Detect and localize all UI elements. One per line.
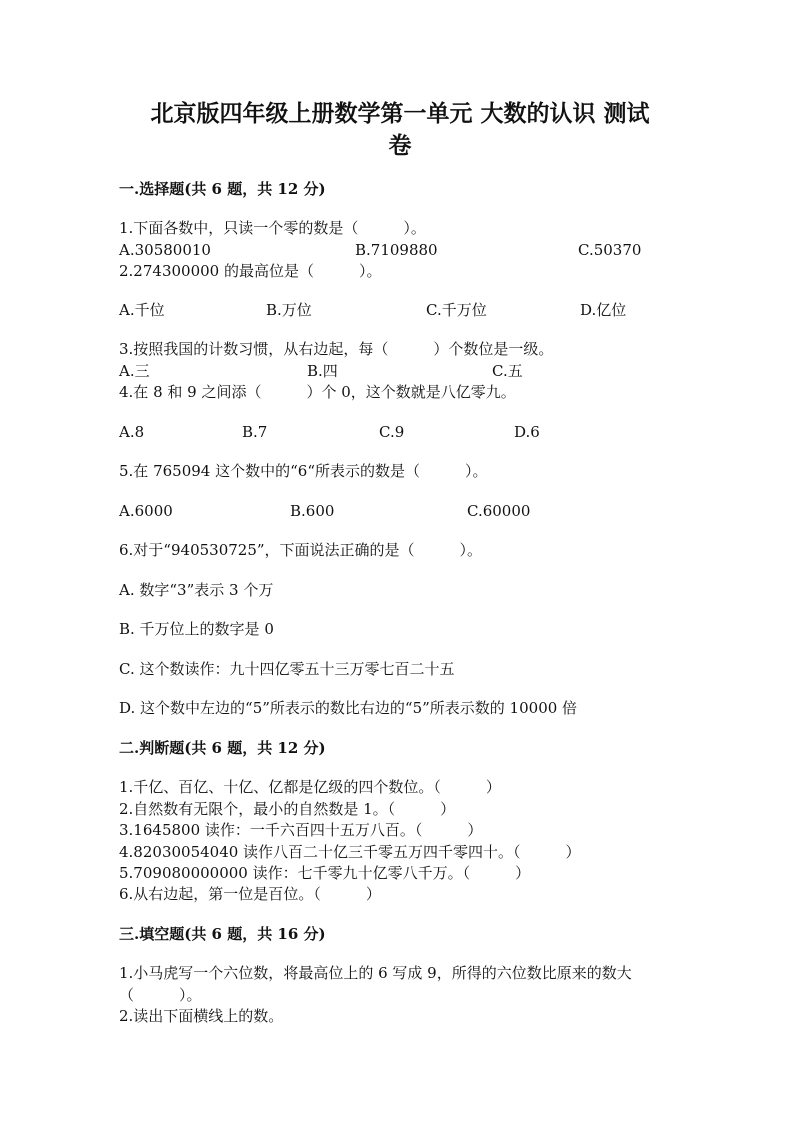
s1-q2-option-c: C.千万位	[426, 301, 487, 319]
s2-item-6: 6.从右边起，第一位是百位。（ ）	[119, 885, 381, 903]
section2-heading: 二.判断题(共 6 题，共 12 分)	[119, 739, 326, 757]
s1-q4-option-a: A.8	[119, 423, 145, 441]
s1-q6-option-a: A. 数字“3”表示 3 个万	[119, 581, 274, 599]
section1-heading: 一.选择题(共 6 题，共 12 分)	[119, 180, 326, 198]
s1-q3-option-c: C.五	[492, 362, 523, 380]
s1-q4-option-c: C.9	[379, 423, 405, 441]
s2-item-2: 2.自然数有无限个，最小的自然数是 1。（ ）	[119, 800, 456, 818]
s1-q4-stem: 4.在 8 和 9 之间添（ ）个 0，这个数就是八亿零九。	[119, 383, 516, 401]
s2-item-3: 3.1645800 读作：一千六百四十五万八百。（ ）	[119, 821, 483, 839]
page-title-line2: 卷	[388, 132, 412, 159]
page-title-line1: 北京版四年级上册数学第一单元 大数的认识 测试	[150, 100, 650, 127]
s2-item-1: 1.千亿、百亿、十亿、亿都是亿级的四个数位。（ ）	[119, 778, 501, 796]
s1-q3-option-a: A.三	[119, 362, 150, 380]
s1-q5-option-a: A.6000	[119, 502, 173, 520]
s1-q5-option-b: B.600	[290, 502, 335, 520]
s3-q1-line1: 1.小马虎写一个六位数，将最高位上的 6 写成 9，所得的六位数比原来的数大	[119, 964, 632, 982]
s1-q1-stem: 1.下面各数中，只读一个零的数是（ ）。	[119, 219, 426, 237]
s1-q4-option-d: D.6	[514, 423, 540, 441]
section3-heading: 三.填空题(共 6 题，共 16 分)	[119, 925, 326, 943]
s1-q3-option-b: B.四	[307, 362, 338, 380]
s2-item-4: 4.82030054040 读作八百二十亿三千零五万四千零四十。（ ）	[119, 843, 581, 861]
s1-q5-stem: 5.在 765094 这个数中的“6“所表示的数是（ ）。	[119, 462, 488, 480]
s1-q3-stem: 3.按照我国的计数习惯，从右边起，每（ ）个数位是一级。	[119, 340, 554, 358]
s1-q5-option-c: C.60000	[467, 502, 531, 520]
s1-q1-option-c: C.50370	[578, 241, 642, 259]
s1-q6-option-d: D. 这个数中左边的“5”所表示的数比右边的“5”所表示数的 10000 倍	[119, 699, 578, 717]
s1-q2-option-b: B.万位	[266, 301, 312, 319]
s1-q2-option-d: D.亿位	[580, 301, 627, 319]
s1-q4-option-b: B.7	[242, 423, 268, 441]
s1-q1-option-a: A.30580010	[119, 241, 211, 259]
s1-q6-option-b: B. 千万位上的数字是 0	[119, 620, 274, 638]
s1-q6-option-c: C. 这个数读作：九十四亿零五十三万零七百二十五	[119, 660, 455, 678]
s2-item-5: 5.709080000000 读作：七千零九十亿零八千万。（ ）	[119, 864, 531, 882]
s1-q2-option-a: A.千位	[119, 301, 165, 319]
s1-q2-stem: 2.274300000 的最高位是（ ）。	[119, 262, 382, 280]
s3-q1-line2: （ ）。	[119, 986, 202, 1004]
s1-q1-option-b: B.7109880	[355, 241, 438, 259]
s3-q2: 2.读出下面横线上的数。	[119, 1007, 284, 1025]
s1-q6-stem: 6.对于“940530725”，下面说法正确的是（ ）。	[119, 541, 483, 559]
